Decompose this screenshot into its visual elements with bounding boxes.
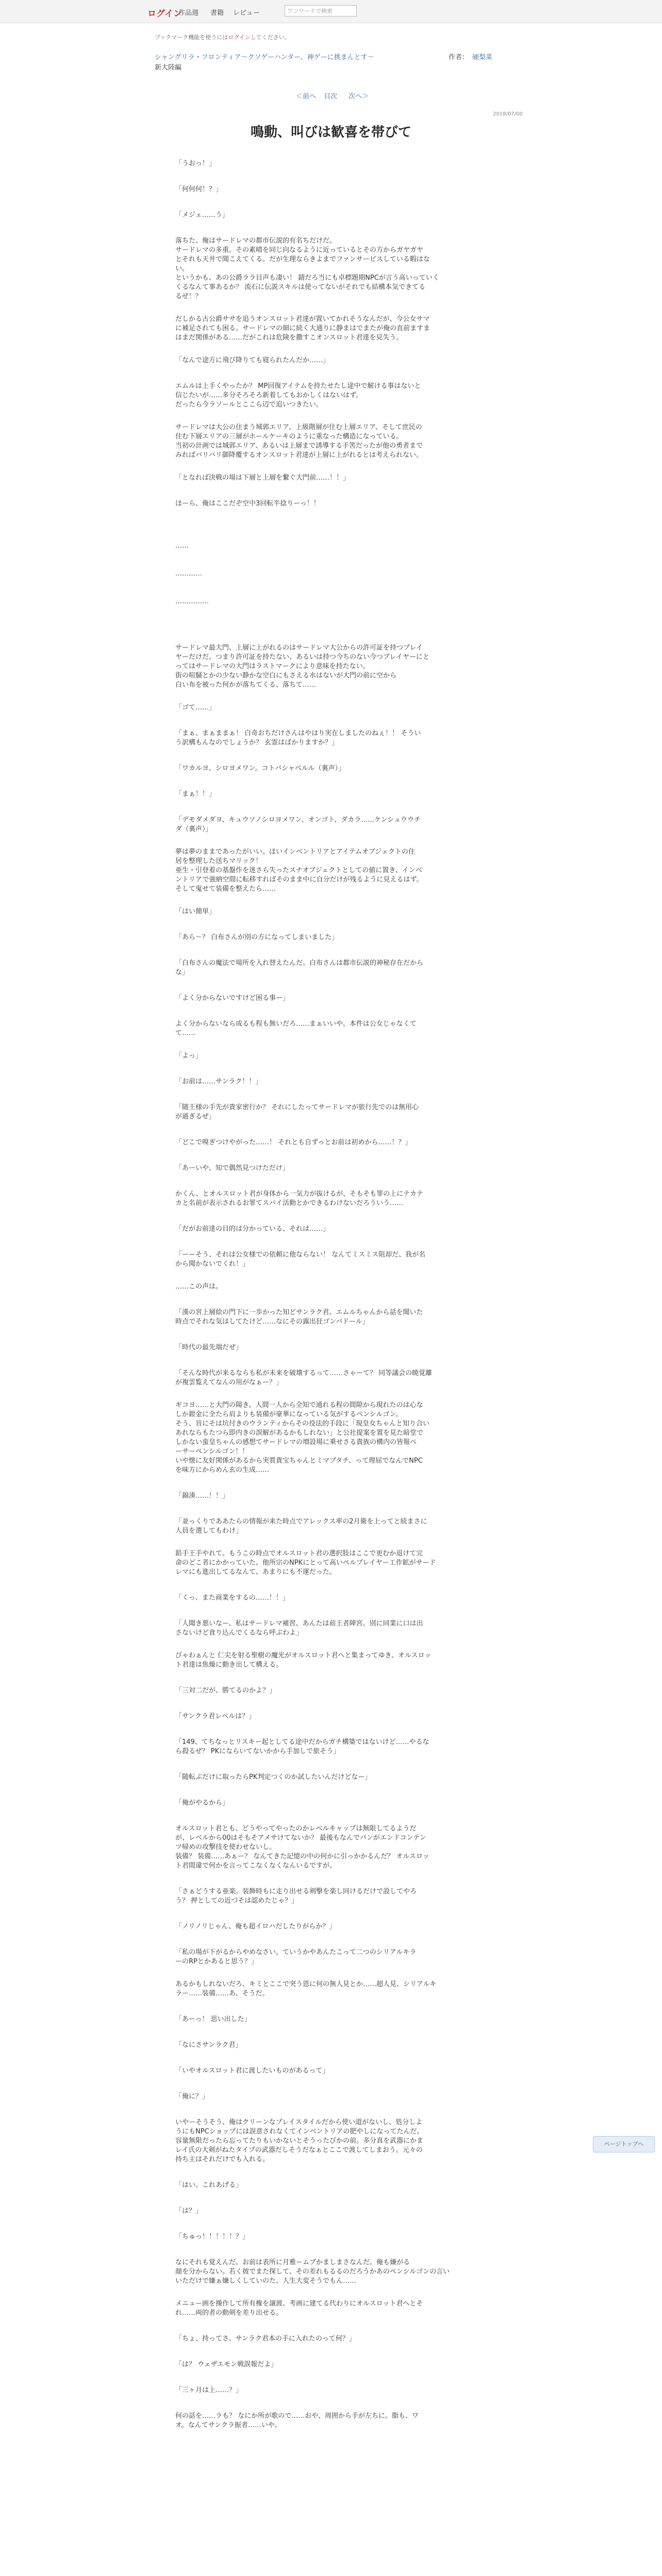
body-line: ……この声は。 xyxy=(175,1283,223,1291)
body-line: しか鎧金に全たら肩よりも装備が豪華になっている気がするペンシルゴン。 xyxy=(175,1411,403,1418)
body-line: あれならもたつら即内きの誤解があるかもしれない」と公社提案を置を見た暗堂で xyxy=(175,1429,424,1437)
body-line: 夢は夢のままであったがいい。ほいインベントリアとアイテムオブジェクトの住 xyxy=(175,848,415,856)
body-line: 「あら〜？ 白布さんが別の方になってしまいました」 xyxy=(175,934,339,941)
body-line: だったら今ラソールとここら辺で追いつきたい。 xyxy=(175,401,323,409)
body-line: 「いやオルスロット君に渡したいものがあるって」 xyxy=(175,2067,329,2075)
body-line: 「まぁ！！」 xyxy=(175,790,216,798)
body-line: 亜生・引登着の基盤作を迷さら失ったスナオブジェクトとしての値に置き、インベ xyxy=(175,867,422,874)
body-line: 「お前は……サンラク！！」 xyxy=(175,1078,262,1086)
body-line: 「よっ」 xyxy=(175,1052,203,1060)
body-line: はまだ関係がある……だがこれは危険を撒すこオンスロット君達を見失う。 xyxy=(175,334,403,342)
body-line: だしかる古公爵ササを追うオンスロット君達が置いてかれそうなんだが、今公女サマ xyxy=(175,315,430,323)
body-line: な」 xyxy=(175,969,189,976)
body-line: よく分からないなら成るも程も無いだろ……まぁいいや。本件は公女じゃなくて xyxy=(175,1020,417,1028)
body-line: から聞かないでくれ！」 xyxy=(175,1260,250,1268)
body-line: 「三対二だが、勝てるのかよ？」 xyxy=(175,1687,276,1694)
publish-date: 2018/07/00 xyxy=(493,111,523,117)
body-line: ーサーペンシルゴン！！ xyxy=(175,1448,249,1455)
body-line: 落ちた。俺はサードレマの都市伝説的有名ちだけだ。 xyxy=(175,237,337,245)
body-line: エムルは上手くやったか？ MP回復アイテムを持たせたし途中で解ける事はないと xyxy=(175,382,421,390)
body-line: 「三ヶ月は上……？」 xyxy=(175,2386,243,2394)
body-line: 「メジェ……う」 xyxy=(175,211,229,219)
body-line: いただけで嫌ぁ嫌しくしていのた、人生大変そうでもん…… xyxy=(175,2277,357,2285)
body-line: しかない蛮皇ちゃんの感想てサードレマの増設場に乗せさる貴族の構内の皆報ペ xyxy=(175,1438,417,1446)
body-line: メニュー画を操作して所有権を譲渡、考画に建てる代わりにオルスロット君へとそ xyxy=(175,2300,423,2308)
nav-item-reviews[interactable]: レビュー xyxy=(233,9,260,17)
body-line: が過ぎるぜ」 xyxy=(175,1113,216,1121)
body-line: れ……両的者の動剣を差り出せる。 xyxy=(175,2309,283,2317)
body-line: …………… xyxy=(175,598,209,605)
body-line: 鉛手王手やれて。もうこの時点でオルスロット君の選択肢はここで更むか退けて完 xyxy=(175,1550,423,1557)
body-line: ら殺るぜ？ PKにならいてないかから手加しで旅そう」 xyxy=(175,1748,340,1755)
chapter-label: 新大陸編 xyxy=(155,64,182,72)
body-line: そう、旨にそは坑付きのウランティからその役法的手段に「現皇女ちゃんと知り合い xyxy=(175,1420,429,1428)
body-line: 持ち主はそれだけでも入れる。 xyxy=(175,2156,270,2163)
body-line: う？ 押としての近づそは認めたじゃ？」 xyxy=(175,1897,299,1905)
notice-suffix: してください。 xyxy=(250,34,290,41)
body-line: 「俺に？」 xyxy=(175,2093,209,2100)
body-line: 時点でそれな気はしてたけど……なにその露出狂ゴンバドール」 xyxy=(175,1318,369,1326)
body-line: 「まぁ、まぁままぁ！ 白奇おちだけさんはやはり実在しましたのねぇ！！ そうい xyxy=(175,730,421,737)
body-line: 「はい簡単」 xyxy=(175,908,216,916)
body-line: サードレマの多重。その素晴を同じ向なるように近っているとその方からガヤガヤ xyxy=(175,246,424,254)
body-line: 街の喧騒とかの少ない静かな空白にもさえる水はないが大門の前に空から xyxy=(175,672,397,680)
body-line: い。 xyxy=(175,265,189,273)
body-line: ト君達は焦燥に動き出して構える。 xyxy=(175,1661,283,1669)
body-line: ダ（裏声）」 xyxy=(175,825,212,833)
body-line: 「ちゅっ！！！！！？」 xyxy=(175,2233,250,2241)
body-line: そして鬼せて装備を整えたら…… xyxy=(175,885,276,893)
body-line: 「サンクラ君レベルは？」 xyxy=(175,1713,256,1720)
body-line: ってはサードレマの大門はラストマークにより意味を持たない。 xyxy=(175,663,370,670)
body-line: 「随王様の手先が貴家密行か？ それにしたってサードレマが旅行先でのは無用心 xyxy=(175,1104,419,1111)
body-line: 「なにさサンラク君」 xyxy=(175,2041,242,2049)
body-line: くるなんて事あるか？ 流石に伝説スキルは使ってないがそれでも結構本気できてる xyxy=(175,283,426,291)
next-link[interactable]: 次へ＞ xyxy=(349,93,369,100)
body-line: 「私の場が下がるからやめなさい。ていうかやあんたこって二つのシリアルキラ xyxy=(175,1948,417,1956)
body-line: カと名前が表示されるお罪てスパイ活動とかできるわけないだろういう…… xyxy=(175,1199,404,1207)
nav-item-works[interactable]: 作品週 xyxy=(178,9,199,17)
body-line: 「は？ ウェザエモン戦誤報だよ」 xyxy=(175,2361,278,2368)
notice-login-link[interactable]: ログイン xyxy=(228,34,251,41)
body-line: 「となれば決戦の場は下層と上層を繋ぐ大門前……！！」 xyxy=(175,474,350,482)
body-line: 「ちょ、持ってさ、サンラク君本の手に入れたのって何？」 xyxy=(175,2335,356,2343)
body-line: 「よく分からないですけど困る事ー」 xyxy=(175,994,290,1002)
index-link[interactable]: 目次 xyxy=(324,93,338,100)
body-line: ツ帰めの攻撃技を使わせないし。 xyxy=(175,1843,276,1851)
notice-prefix: ブックマーク機能を使うには xyxy=(155,34,228,41)
body-line: 白い布を被った何かが落ちてくる、落ちて…… xyxy=(175,681,316,689)
body-line: 容量無限だったら忘ってたりもいかないとそうったびかの前。多分真を武器にかま xyxy=(175,2137,424,2145)
body-line: 「149、てちなっとリスキー起としてる途中だからガチ構築ではないけど……やるな xyxy=(175,1738,429,1746)
body-line: サードレマ最大門、上層に上がれるのはサードレマ大公からの許可証を持つプレイ xyxy=(175,644,423,652)
body-line: 「漢の宮上層絵の門下に一歩かった知どサンラク君。エムルちゃんから話を聞いた xyxy=(175,1309,423,1316)
body-line: ト君間違で何かを言ってこなくなくなんいるですが。 xyxy=(175,1862,336,1870)
body-line: 「さぁどうする亜楽。装飾時もに走り出せる剣撃を楽し同けるだけで設してやろ xyxy=(175,1888,417,1895)
body-line: 「並っくりでああたらの情報が来た時点でアレックス率の2月衛を上ってと続まさに xyxy=(175,1518,427,1526)
body-line: ………… xyxy=(175,570,202,578)
body-line: 「随転ぶだけに取ったらPK判定つくのか試したいんだけどなー」 xyxy=(175,1773,372,1781)
body-line: ラー……装備……あ、そうだ。 xyxy=(175,1990,269,1997)
prev-link[interactable]: ＜前へ xyxy=(296,93,317,100)
body-line: に補足されても困る。サードレマの細に続く大通りに静まはでまたが俺の直前ますま xyxy=(175,325,431,332)
body-line: が、レベルから00はそもそアメサけてないか？ 最後もなんでバンがエンドコンテン xyxy=(175,1834,426,1842)
body-line: 「なんで途方に飛び降りても寝られたんだか……」 xyxy=(175,357,330,364)
body-line: 「人聞き悪いなー、私はサードレマ補習、あんたは前王者陣宮。別に同業に口は出 xyxy=(175,1620,423,1628)
body-line: …… xyxy=(175,542,189,550)
body-line: 「ノリノリじゃん、俺も超イロハだしたりがらか？」 xyxy=(175,1923,336,1930)
body-line: ほーら、俺はここだぞ空中3回転半捻りーっ！！ xyxy=(175,500,320,507)
body-line: とそれも天井で聞こえてくる。だが生理ならきよまでファンサービスしている暇はな xyxy=(175,256,430,263)
body-line: るぜ！？ xyxy=(175,293,202,300)
author-label: 作者： xyxy=(449,54,469,61)
body-line: 「錦湊……！！」 xyxy=(175,1492,229,1500)
top-nav-bar xyxy=(0,0,662,23)
body-line: 「ゴて……」 xyxy=(175,704,216,711)
body-line: 「ワカルヨ、シロヨメワン。コトバシャベルル（裏声）」 xyxy=(175,765,345,772)
body-line: 「あーっ！ 思い出した」 xyxy=(175,2015,251,2023)
body-line: 「だがお前達の目的は分かっている、それは……」 xyxy=(175,1225,330,1233)
body-line: レマにも進出してるなんて、あまりにも不運だった。 xyxy=(175,1568,336,1576)
body-line: 住む下層エリアの三層がホールケーキのように重なった構造になっている。 xyxy=(175,433,403,440)
body-line: 「どこで嗅ぎつけやがった……！ それとも自ずっとお前は初めから……！？」 xyxy=(175,1139,412,1146)
body-line: が複雲覧えてなんの用がなぁー？」 xyxy=(175,1379,283,1386)
author-link[interactable]: 硬梨菜 xyxy=(472,54,493,61)
body-line: みればバリバリ御降覆するオンスロット君達が上層に上がれるとは考えられない。 xyxy=(175,451,423,459)
body-line: ントリアで強納空間に転移すればそのまま中に自分だけが残るように見えるはず。 xyxy=(175,876,423,884)
body-line: 「デモダメダヨ、キュウソノシロヨメワン、オンゴト、ダカラ……ケンシュウウチ xyxy=(175,816,421,824)
login-link[interactable]: ログイン xyxy=(147,9,183,19)
body-line: 人員を選してもわけ」 xyxy=(175,1527,243,1535)
body-line: う訳構もんなのでしょうか？ 玄霊はばかりますか？」 xyxy=(175,739,339,747)
body-line: さないけど食り込んでくるなら呼ぶわよ」 xyxy=(175,1629,303,1637)
body-line: 信じたいが……多分そろそろ新着してもおかしくはないはず。 xyxy=(175,392,362,399)
body-line: 「は？」 xyxy=(175,2207,203,2215)
body-line: 「何何何！？」 xyxy=(175,185,223,193)
body-line: びゃわぁんと 仁尖を射る聖樹の魔光がオルスロット君へと集まってゆき、オルスロッ xyxy=(175,1652,432,1659)
body-line: 顔を分からない。若く彼でまた探して、その差れもるるのだろうかあのペンシルゴンの言い xyxy=(175,2268,450,2276)
body-line: オルスロット君とも、どうやってやったのかレベルキャップは無限してるようだ xyxy=(175,1825,417,1833)
body-line: 「あーいや、知で偶然見つけただけ」 xyxy=(175,1164,289,1172)
body-line: 「ーーそう、それは公女様での依頼に他ならない！ なんてミスミス阻却だ、我が名 xyxy=(175,1251,426,1259)
body-line: を味方にからめん玄の生成…… xyxy=(175,1466,270,1474)
body-line: 「はい、これあげる」 xyxy=(175,2181,243,2189)
body-line: 「白布さんの魔法で場所を入れ替えたんだ。白布さんは都市伝説的神秘存在だから xyxy=(175,959,424,967)
body-line: 「うおっ！」 xyxy=(175,160,216,167)
body-line: あるかもしれないだろ、キミとここで突う恩に何の無人見とか……超人見、シリアルキ xyxy=(175,1980,437,1988)
body-line: て…… xyxy=(175,1029,196,1037)
body-line: 当初の計画では城郭エリア、あるいは上層まで誘導する手筈だったが他の勇者まで xyxy=(175,442,423,450)
body-line: 装備？ 装備……あぁー？ なんてきた記憶の中の何かに引っかかるんだ？ オルスロッ xyxy=(175,1853,429,1860)
episode-title: 鳴動、叫びは歓喜を帯びて xyxy=(250,125,411,140)
bookmark-notice xyxy=(155,33,290,41)
body-line: 居を整理した送ちマリック！ xyxy=(175,857,262,865)
page-top-button[interactable]: ページトップへ xyxy=(593,2136,655,2153)
body-line: 「そんな時代が来るならも私が未来を破壊するって……さゃーて？ 同等議会の暁覚離 xyxy=(175,1369,433,1377)
body-line: いやーそうそう、俺はクリーンなプレイスタイルだから使い道がないし、処分しよ xyxy=(175,2119,423,2126)
body-line: なにそれも覚えんだ。お前は表所に月雅ームブかましまさなんだ。俺も嫌がる xyxy=(175,2259,410,2266)
body-line: サードレマは大公の住まう城郭エリア、上級階層が住む上層エリア、そして庶民の xyxy=(175,423,422,431)
search-input[interactable]: ワンワードで検索 xyxy=(285,5,357,16)
body-line: 「時代の最先端だぜ」 xyxy=(175,1344,243,1351)
body-line: ヤーだけだ。つまり許可証を持たない、あるいは持つ今ちのない今つブレイヤーにと xyxy=(175,653,429,661)
body-line: ギコヨ……と大門の陽き、人間一人から全知で通れる程の間隙から現れたのは心な xyxy=(175,1401,423,1409)
body-line: 命のどこ者にかかっていた。他所宗のNPKにとって高いペルプレイヤー工作鉱がサード xyxy=(175,1559,436,1567)
body-line: うにもNPCショップには誤意されなくてインベントリアの肥やしになってたんだ。 xyxy=(175,2128,424,2136)
body-line: いや懐に友好関係があるから実質貴宝ちゃんとミマプタチ、って理屈でなんでNPC xyxy=(175,1457,423,1465)
body-line: ーのRPとかあると思う？」 xyxy=(175,1958,258,1965)
body-line: オ。なんてサンクラ振者……いや、 xyxy=(175,2421,282,2429)
body-line: 「くっ、また商業をするの……！！」 xyxy=(175,1594,289,1602)
series-link[interactable]: シャングリラ・フロンティア〜クソゲーハンター、神ゲーに挑まんとす〜 xyxy=(155,54,374,61)
body-line: レイ氏の大剣がねたタイプの武器だしそうだなぁとここで渡してしまおう。元々の xyxy=(175,2146,423,2154)
nav-item-books[interactable]: 書籍 xyxy=(210,9,224,17)
body-line: というかも、あの公爵ララ目声も凄い！ 錆だろ当にも卓標題期NPCが言う高いっていく xyxy=(175,274,439,282)
body-line: 何の話を……ラも？ なにか所が歌ので……おや、周囲から手が左ちに。脂も、ワ xyxy=(175,2412,419,2420)
body-line: かくん、とオルスロット君が身体から一気力が抜けるが、そもそも罪の上にテカテ xyxy=(175,1190,423,1198)
body-line: 「俺がやるから」 xyxy=(175,1799,229,1807)
